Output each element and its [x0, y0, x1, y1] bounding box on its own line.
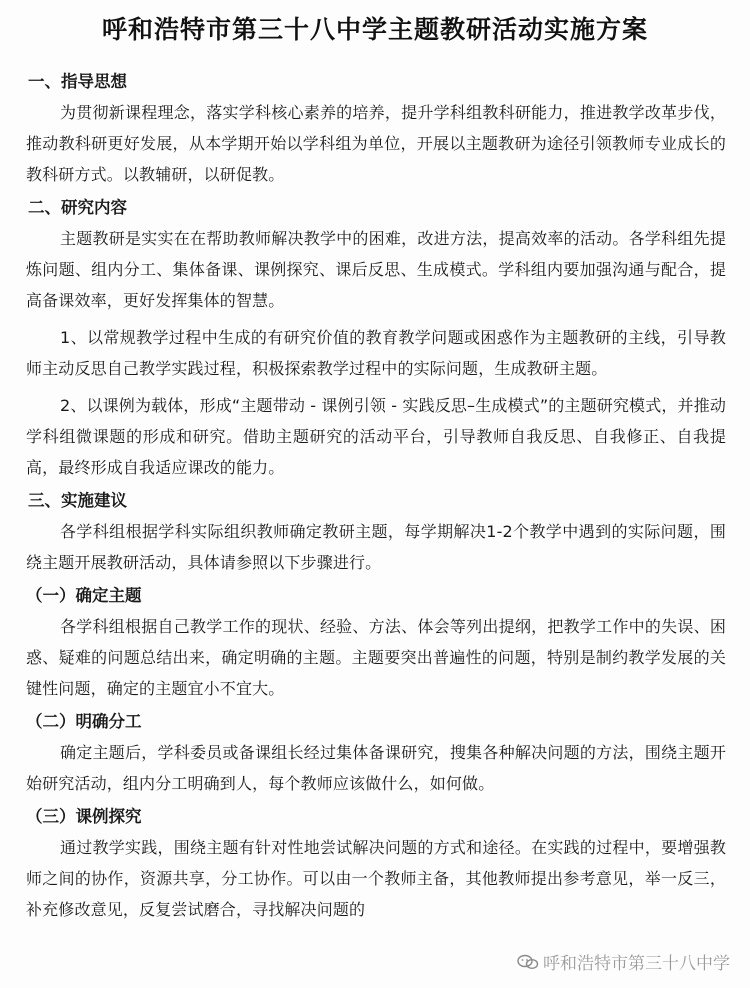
watermark [517, 949, 730, 974]
paragraph-research-content: 主题教研是实实在在帮助教师解决教学中的困难，改进方法，提高效率的活动。各学科组先提炼问题、组内分工、集体备课、课例探究、课后反思、生成模式。学科组内要加强沟通与配合，提高备课效率，更好发挥集体的智慧。 [26, 229, 726, 310]
paragraph-guiding-ideology: 为贯彻新课程理念，落实学科核心素养的培养，提升学科组教科研能力，推进教学改革步伐，推动教科研更好发展，从本学期开始以学科组为单位，开展以主题教研为途径引领教师专业成长的教科研方式。以教辅研，以研促教。 [26, 103, 726, 184]
wechat-icon [517, 954, 539, 970]
section-heading-implementation: 三、实施建议 [28, 491, 127, 510]
paragraph-division-of-labor: 确定主题后，学科委员或备课组长经过集体备课研究，搜集各种解决问题的方法，围绕主题开始研究活动，组内分工明确到人，每个教师应该做什么，如何做。 [26, 743, 726, 793]
subsection-heading-division-of-labor: （二）明确分工 [26, 712, 142, 731]
paragraph-implementation: 各学科组根据学科实际组织教师确定教研主题，每学期解决1-2个教学中遇到的实际问题，围绕主题开展教研活动，具体请参照以下步骤进行。 [26, 522, 726, 572]
page-title: 呼和浩特市第三十八中学主题教研活动实施方案 [101, 15, 648, 44]
subsection-heading-lesson-exploration: （三）课例探究 [26, 807, 142, 826]
paragraph-research-item-1: 1、以常规教学过程中生成的有研究价值的教育教学问题或困惑作为主题教研的主线，引导教师主动反思自己教学实践过程，积极探索教学过程中的实际问题，生成教研主题。 [26, 328, 726, 378]
paragraph-research-item-2: 2、以课例为载体，形成“主题带动 - 课例引领 - 实践反思–生成模式”的主题研究模式，并推动学科组微课题的形成和研究。借助主题研究的活动平台，引导教师自我反思、自我修正、自我提高，最终形成自我适应课改的能力。 [26, 396, 726, 477]
subsection-heading-determine-topic: （一）确定主题 [26, 586, 142, 605]
section-heading-guiding-ideology: 一、指导思想 [28, 72, 127, 91]
document-body [26, 66, 726, 925]
paragraph-lesson-exploration: 通过教学实践，围绕主题有针对性地尝试解决问题的方式和途径。在实践的过程中，要增强教师之间的协作，资源共享，分工协作。可以由一个教师主备，其他教师提出参考意见，举一反三，补充修改意见，反复尝试磨合，寻找解决问题的 [26, 838, 726, 919]
section-heading-research-content: 二、研究内容 [28, 198, 127, 217]
paragraph-determine-topic: 各学科组根据自己教学工作的现状、经验、方法、体会等列出提纲，把教学工作中的失误、困惑、疑难的问题总结出来，确定明确的主题。主题要突出普遍性的问题，特别是制约教学发展的关键性问题，确定的主题宜小不宜大。 [26, 617, 726, 698]
watermark-text: 呼和浩特市第三十八中学 [543, 954, 730, 974]
